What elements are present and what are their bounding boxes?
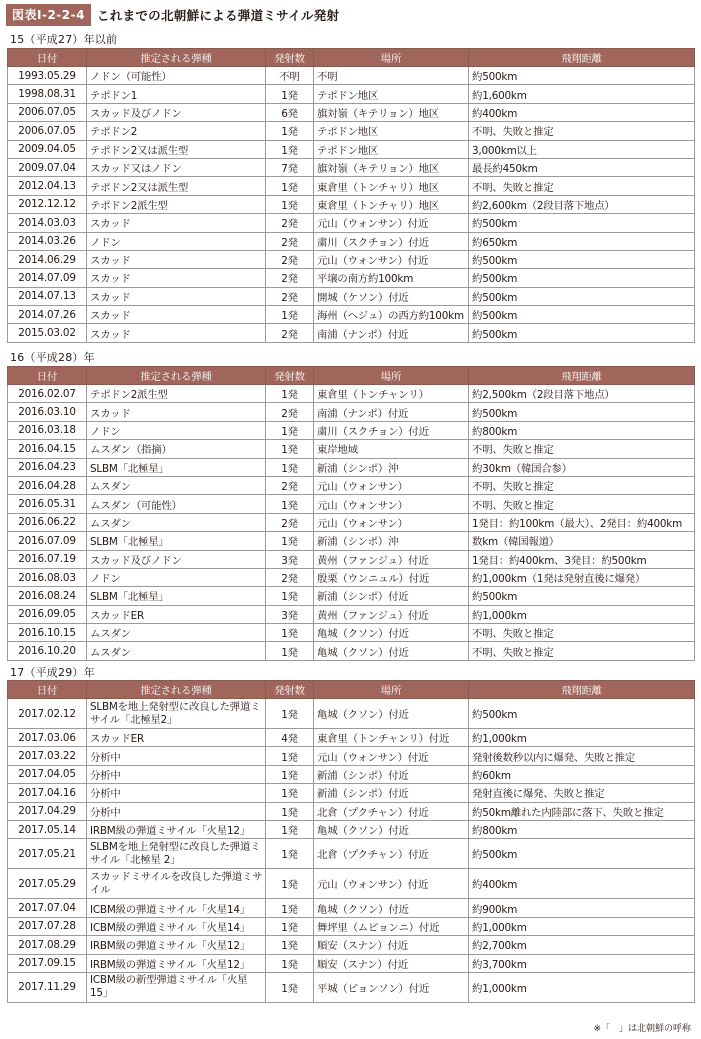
cell-count: 2発 [266, 324, 314, 342]
cell-count: 7発 [266, 158, 314, 176]
cell-distance: 約500km [469, 67, 695, 85]
cell-date: 2016.09.05 [8, 605, 87, 623]
header-distance: 飛翔距離 [469, 367, 695, 385]
cell-distance: 約2,600km（2段目落下地点） [469, 195, 695, 213]
cell-missile: テポドン2派生型 [87, 195, 266, 213]
table-row [8, 103, 695, 121]
cell-distance: 発射直後に爆発、失敗と推定 [469, 784, 695, 802]
cell-place: 新浦（シンポ）沖 [314, 532, 469, 550]
cell-missile: SLBMを地上発射型に改良した弾道ミサイル「北極星2」 [87, 699, 266, 729]
cell-date: 2016.07.09 [8, 532, 87, 550]
header-distance: 飛翔距離 [469, 681, 695, 699]
cell-missile: ICBM級の新型弾道ミサイル「火星15」 [87, 972, 266, 1002]
cell-date: 2016.04.15 [8, 440, 87, 458]
cell-missile: テポドン2又は派生型 [87, 177, 266, 195]
cell-date: 2017.04.05 [8, 765, 87, 783]
cell-distance: 最長約450km [469, 158, 695, 176]
cell-place: 東倉里（トンチャンリ）付近 [314, 729, 469, 747]
cell-distance: 発射後数秒以内に爆発、失敗と推定 [469, 747, 695, 765]
cell-place: 亀城（クソン）付近 [314, 624, 469, 642]
cell-count: 3発 [266, 605, 314, 623]
cell-date: 2014.07.13 [8, 287, 87, 305]
cell-place: 東倉里（トンチャリ）地区 [314, 177, 469, 195]
cell-distance: 1発目：約100km（最大）、2発目：約400km [469, 513, 695, 531]
section-label-2016: 16（平成28）年 [10, 351, 95, 364]
header-count: 発射数 [266, 367, 314, 385]
cell-distance: 約2,700km [469, 936, 695, 954]
cell-distance: 約50km離れた内陸部に落下、失敗と推定 [469, 802, 695, 820]
cell-date: 2006.07.05 [8, 122, 87, 140]
cell-distance: 約400km [469, 869, 695, 899]
cell-count: 1発 [266, 642, 314, 660]
cell-distance: 約500km [469, 324, 695, 342]
cell-distance: 不明、失敗と推定 [469, 476, 695, 494]
cell-distance: 約1,600km [469, 85, 695, 103]
cell-date: 2016.10.15 [8, 624, 87, 642]
cell-count: 1発 [266, 306, 314, 324]
table-row [8, 936, 695, 954]
header-place: 場所 [314, 367, 469, 385]
cell-place: 黄州（ファンジュ）付近 [314, 550, 469, 568]
cell-count: 1発 [266, 820, 314, 838]
cell-missile: ムスダン（可能性） [87, 495, 266, 513]
cell-count: 2発 [266, 513, 314, 531]
table-row [8, 747, 695, 765]
cell-place: 殷栗（ウンニュル）付近 [314, 568, 469, 586]
cell-count: 1発 [266, 972, 314, 1002]
cell-date: 2016.03.18 [8, 421, 87, 439]
table-row [8, 287, 695, 305]
cell-date: 2014.07.26 [8, 306, 87, 324]
cell-place: 元山（ウォンサン）付近 [314, 214, 469, 232]
cell-distance: 約1,000km [469, 729, 695, 747]
cell-distance: 約1,000km [469, 917, 695, 935]
cell-count: 1発 [266, 85, 314, 103]
table-row [8, 232, 695, 250]
table-row [8, 802, 695, 820]
cell-missile: ノドン [87, 421, 266, 439]
cell-missile: スカッド [87, 287, 266, 305]
cell-date: 2017.07.28 [8, 917, 87, 935]
table-row [8, 532, 695, 550]
cell-missile: ノドン [87, 232, 266, 250]
cell-distance: 約30km（韓国合参） [469, 458, 695, 476]
cell-missile: SLBMを地上発射型に改良した弾道ミサイル「北極星 2」 [87, 839, 266, 869]
table-header-row [8, 681, 695, 699]
cell-missile: スカッド又はノドン [87, 158, 266, 176]
cell-distance: 約800km [469, 820, 695, 838]
table-row [8, 403, 695, 421]
table-2017 [7, 680, 695, 1003]
cell-missile: テポドン2又は派生型 [87, 140, 266, 158]
table-row [8, 839, 695, 869]
cell-date: 2016.03.10 [8, 403, 87, 421]
cell-missile: スカッド [87, 269, 266, 287]
cell-distance: 約500km [469, 269, 695, 287]
cell-place: 舞坪里（ムピョンニ）付近 [314, 917, 469, 935]
cell-missile: テポドン2 [87, 122, 266, 140]
cell-place: 亀城（クソン）付近 [314, 820, 469, 838]
cell-date: 2017.02.12 [8, 699, 87, 729]
cell-place: 北倉（プクチャン）付近 [314, 839, 469, 869]
cell-date: 2016.04.23 [8, 458, 87, 476]
cell-missile: 分析中 [87, 802, 266, 820]
cell-place: 順安（スナン）付近 [314, 954, 469, 972]
cell-missile: ムスダン [87, 476, 266, 494]
cell-date: 2016.07.19 [8, 550, 87, 568]
cell-missile: スカッドER [87, 605, 266, 623]
cell-missile: スカッド [87, 250, 266, 268]
header-place: 場所 [314, 49, 469, 67]
table-2016 [7, 366, 695, 661]
cell-distance: 約3,700km [469, 954, 695, 972]
cell-distance: 約1,000km [469, 972, 695, 1002]
figure-title: これまでの北朝鮮による弾道ミサイル発射 [96, 8, 340, 23]
cell-distance: 不明、失敗と推定 [469, 624, 695, 642]
cell-date: 2017.04.29 [8, 802, 87, 820]
header-date: 日付 [8, 49, 87, 67]
table-row [8, 765, 695, 783]
cell-date: 2017.05.14 [8, 820, 87, 838]
cell-count: 不明 [266, 67, 314, 85]
cell-count: 1発 [266, 917, 314, 935]
cell-place: 順安（スナン）付近 [314, 936, 469, 954]
cell-count: 1発 [266, 899, 314, 917]
cell-place: 元山（ウォンサン）付近 [314, 869, 469, 899]
cell-missile: ムスダン（指摘） [87, 440, 266, 458]
cell-place: 新浦（シンポ）沖 [314, 458, 469, 476]
cell-count: 1発 [266, 177, 314, 195]
cell-place: テポドン地区 [314, 85, 469, 103]
cell-place: 黄州（ファンジュ）付近 [314, 605, 469, 623]
cell-missile: SLBM「北極星」 [87, 458, 266, 476]
table-row [8, 624, 695, 642]
cell-date: 2017.11.29 [8, 972, 87, 1002]
cell-place: テポドン地区 [314, 122, 469, 140]
cell-distance: 約500km [469, 287, 695, 305]
cell-distance: 約500km [469, 214, 695, 232]
cell-place: 亀城（クソン）付近 [314, 642, 469, 660]
cell-date: 2014.03.26 [8, 232, 87, 250]
cell-count: 1発 [266, 624, 314, 642]
cell-distance: 約1,000km（1発は発射直後に爆発） [469, 568, 695, 586]
header-place: 場所 [314, 681, 469, 699]
cell-place: 旗対嶺（キテリョン）地区 [314, 158, 469, 176]
cell-place: 海州（ヘジュ）の西方約100km [314, 306, 469, 324]
cell-count: 1発 [266, 195, 314, 213]
cell-date: 2016.02.07 [8, 385, 87, 403]
cell-date: 2017.04.16 [8, 784, 87, 802]
cell-missile: スカッド [87, 214, 266, 232]
cell-place: 東倉里（トンチャリ）地区 [314, 195, 469, 213]
cell-distance: 数km（韓国報道） [469, 532, 695, 550]
cell-count: 1発 [266, 440, 314, 458]
cell-date: 1998.08.31 [8, 85, 87, 103]
cell-count: 1発 [266, 747, 314, 765]
cell-count: 1発 [266, 495, 314, 513]
cell-date: 2015.03.02 [8, 324, 87, 342]
figure-label: 図表Ⅰ-2-2-4 [6, 4, 91, 26]
cell-count: 2発 [266, 250, 314, 268]
cell-place: 亀城（クソン）付近 [314, 899, 469, 917]
table-row [8, 324, 695, 342]
cell-count: 1発 [266, 532, 314, 550]
cell-count: 2発 [266, 287, 314, 305]
cell-date: 2014.06.29 [8, 250, 87, 268]
cell-missile: ICBM級の弾道ミサイル「火星14」 [87, 917, 266, 935]
cell-count: 3発 [266, 550, 314, 568]
header-count: 発射数 [266, 49, 314, 67]
header-missile: 推定される弾種 [87, 49, 266, 67]
cell-date: 2017.05.29 [8, 869, 87, 899]
cell-date: 2017.05.21 [8, 839, 87, 869]
cell-date: 2017.08.29 [8, 936, 87, 954]
cell-distance: 不明、失敗と推定 [469, 122, 695, 140]
table-row [8, 250, 695, 268]
cell-date: 2014.03.03 [8, 214, 87, 232]
cell-missile: ノドン [87, 568, 266, 586]
cell-count: 1発 [266, 421, 314, 439]
table-row [8, 587, 695, 605]
table-row [8, 85, 695, 103]
header-missile: 推定される弾種 [87, 367, 266, 385]
section-label-2015: 15（平成27）年以前 [10, 33, 118, 46]
header-date: 日付 [8, 681, 87, 699]
cell-place: 元山（ウォンサン）付近 [314, 747, 469, 765]
cell-date: 2006.07.05 [8, 103, 87, 121]
table-row [8, 869, 695, 899]
table-row [8, 605, 695, 623]
cell-distance: 約60km [469, 765, 695, 783]
cell-place: 東倉里（トンチャンリ） [314, 385, 469, 403]
cell-distance: 約500km [469, 699, 695, 729]
cell-count: 2発 [266, 476, 314, 494]
cell-missile: スカッドミサイルを改良した弾道ミサイル [87, 869, 266, 899]
table-header-row [8, 367, 695, 385]
cell-missile: 分析中 [87, 747, 266, 765]
cell-missile: スカッド及びノドン [87, 550, 266, 568]
cell-distance: 約400km [469, 103, 695, 121]
cell-distance: 約650km [469, 232, 695, 250]
cell-distance: 約1,000km [469, 605, 695, 623]
cell-missile: IRBM級の弾道ミサイル「火星12」 [87, 936, 266, 954]
cell-count: 4発 [266, 729, 314, 747]
cell-count: 1発 [266, 802, 314, 820]
cell-date: 2017.03.22 [8, 747, 87, 765]
table-row [8, 421, 695, 439]
table-row [8, 954, 695, 972]
cell-missile: IRBM級の弾道ミサイル「火星12」 [87, 954, 266, 972]
table-row [8, 917, 695, 935]
cell-place: 南浦（ナンポ）付近 [314, 403, 469, 421]
cell-place: 平城（ピョンソン）付近 [314, 972, 469, 1002]
cell-count: 1発 [266, 869, 314, 899]
cell-date: 2017.07.04 [8, 899, 87, 917]
cell-place: 粛川（スクチョン）付近 [314, 421, 469, 439]
cell-place: 旗対嶺（キテリョン）地区 [314, 103, 469, 121]
footnote: ※「 」は北朝鮮の呼称 [593, 1024, 691, 1034]
cell-date: 2009.07.04 [8, 158, 87, 176]
cell-missile: SLBM「北極星」 [87, 587, 266, 605]
cell-missile: スカッド [87, 403, 266, 421]
cell-missile: テポドン2派生型 [87, 385, 266, 403]
table-row [8, 158, 695, 176]
cell-distance: 不明、失敗と推定 [469, 177, 695, 195]
cell-count: 6発 [266, 103, 314, 121]
cell-date: 2014.07.09 [8, 269, 87, 287]
cell-place: 平壌の南方約100km [314, 269, 469, 287]
cell-missile: IRBM級の弾道ミサイル「火星12」 [87, 820, 266, 838]
cell-date: 2017.09.15 [8, 954, 87, 972]
table-2015 [7, 48, 695, 343]
table-row [8, 306, 695, 324]
cell-place: 開城（ケソン）付近 [314, 287, 469, 305]
cell-missile: テポドン1 [87, 85, 266, 103]
table-row [8, 440, 695, 458]
cell-missile: ノドン（可能性） [87, 67, 266, 85]
cell-distance: 不明、失敗と推定 [469, 440, 695, 458]
cell-distance: 約800km [469, 421, 695, 439]
cell-place: 亀城（クソン）付近 [314, 699, 469, 729]
cell-place: 新浦（シンポ）付近 [314, 587, 469, 605]
cell-count: 2発 [266, 232, 314, 250]
cell-missile: スカッド及びノドン [87, 103, 266, 121]
cell-date: 2012.04.13 [8, 177, 87, 195]
cell-distance: 約500km [469, 587, 695, 605]
cell-date: 2016.06.22 [8, 513, 87, 531]
cell-place: 元山（ウォンサン） [314, 476, 469, 494]
cell-date: 2016.08.24 [8, 587, 87, 605]
cell-distance: 約500km [469, 306, 695, 324]
table-row [8, 899, 695, 917]
table-row [8, 550, 695, 568]
cell-date: 2012.12.12 [8, 195, 87, 213]
cell-missile: スカッド [87, 324, 266, 342]
header-count: 発射数 [266, 681, 314, 699]
cell-place: 南浦（ナンポ）付近 [314, 324, 469, 342]
cell-count: 1発 [266, 839, 314, 869]
cell-count: 1発 [266, 936, 314, 954]
cell-date: 2017.03.06 [8, 729, 87, 747]
table-header-row [8, 49, 695, 67]
cell-date: 2016.10.20 [8, 642, 87, 660]
figure-title-row [6, 4, 339, 26]
cell-missile: ムスダン [87, 624, 266, 642]
table-row [8, 820, 695, 838]
cell-count: 2発 [266, 568, 314, 586]
cell-count: 1発 [266, 458, 314, 476]
table-row [8, 177, 695, 195]
cell-distance: 約900km [469, 899, 695, 917]
table-row [8, 214, 695, 232]
cell-count: 1発 [266, 954, 314, 972]
cell-count: 1発 [266, 765, 314, 783]
cell-place: 新浦（シンポ）付近 [314, 765, 469, 783]
cell-count: 1発 [266, 784, 314, 802]
table-row [8, 122, 695, 140]
cell-count: 1発 [266, 699, 314, 729]
table-row [8, 972, 695, 1002]
cell-date: 2009.04.05 [8, 140, 87, 158]
cell-place: 新浦（シンポ）付近 [314, 784, 469, 802]
cell-date: 1993.05.29 [8, 67, 87, 85]
cell-place: 粛川（スクチョン）付近 [314, 232, 469, 250]
table-row [8, 140, 695, 158]
table-row [8, 269, 695, 287]
cell-count: 2発 [266, 403, 314, 421]
table-row [8, 513, 695, 531]
cell-missile: ムスダン [87, 513, 266, 531]
table-row [8, 195, 695, 213]
cell-distance: 1発目：約400km、3発目：約500km [469, 550, 695, 568]
cell-distance: 約2,500km（2段目落下地点） [469, 385, 695, 403]
cell-date: 2016.08.03 [8, 568, 87, 586]
table-row [8, 476, 695, 494]
cell-distance: 不明、失敗と推定 [469, 495, 695, 513]
cell-missile: ムスダン [87, 642, 266, 660]
cell-count: 2発 [266, 269, 314, 287]
cell-missile: SLBM「北極星」 [87, 532, 266, 550]
cell-distance: 不明、失敗と推定 [469, 642, 695, 660]
table-row [8, 784, 695, 802]
cell-missile: スカッド [87, 306, 266, 324]
header-distance: 飛翔距離 [469, 49, 695, 67]
cell-place: 北倉（プクチャン）付近 [314, 802, 469, 820]
cell-count: 1発 [266, 122, 314, 140]
cell-date: 2016.05.31 [8, 495, 87, 513]
cell-place: 元山（ウォンサン） [314, 495, 469, 513]
cell-place: テポドン地区 [314, 140, 469, 158]
cell-missile: 分析中 [87, 765, 266, 783]
cell-distance: 約500km [469, 403, 695, 421]
table-row [8, 642, 695, 660]
header-missile: 推定される弾種 [87, 681, 266, 699]
table-row [8, 458, 695, 476]
table-row [8, 495, 695, 513]
cell-place: 東岸地域 [314, 440, 469, 458]
cell-missile: スカッドER [87, 729, 266, 747]
cell-distance: 3,000km以上 [469, 140, 695, 158]
cell-count: 1発 [266, 140, 314, 158]
cell-count: 1発 [266, 385, 314, 403]
cell-missile: 分析中 [87, 784, 266, 802]
cell-distance: 約500km [469, 839, 695, 869]
cell-count: 1発 [266, 587, 314, 605]
cell-missile: ICBM級の弾道ミサイル「火星14」 [87, 899, 266, 917]
table-row [8, 67, 695, 85]
cell-place: 元山（ウォンサン）付近 [314, 250, 469, 268]
table-row [8, 729, 695, 747]
cell-place: 元山（ウォンサン） [314, 513, 469, 531]
cell-count: 2発 [266, 214, 314, 232]
cell-date: 2016.04.28 [8, 476, 87, 494]
table-row [8, 568, 695, 586]
table-row [8, 699, 695, 729]
header-date: 日付 [8, 367, 87, 385]
cell-place: 不明 [314, 67, 469, 85]
cell-distance: 約500km [469, 250, 695, 268]
section-label-2017: 17（平成29）年 [10, 666, 95, 679]
table-row [8, 385, 695, 403]
